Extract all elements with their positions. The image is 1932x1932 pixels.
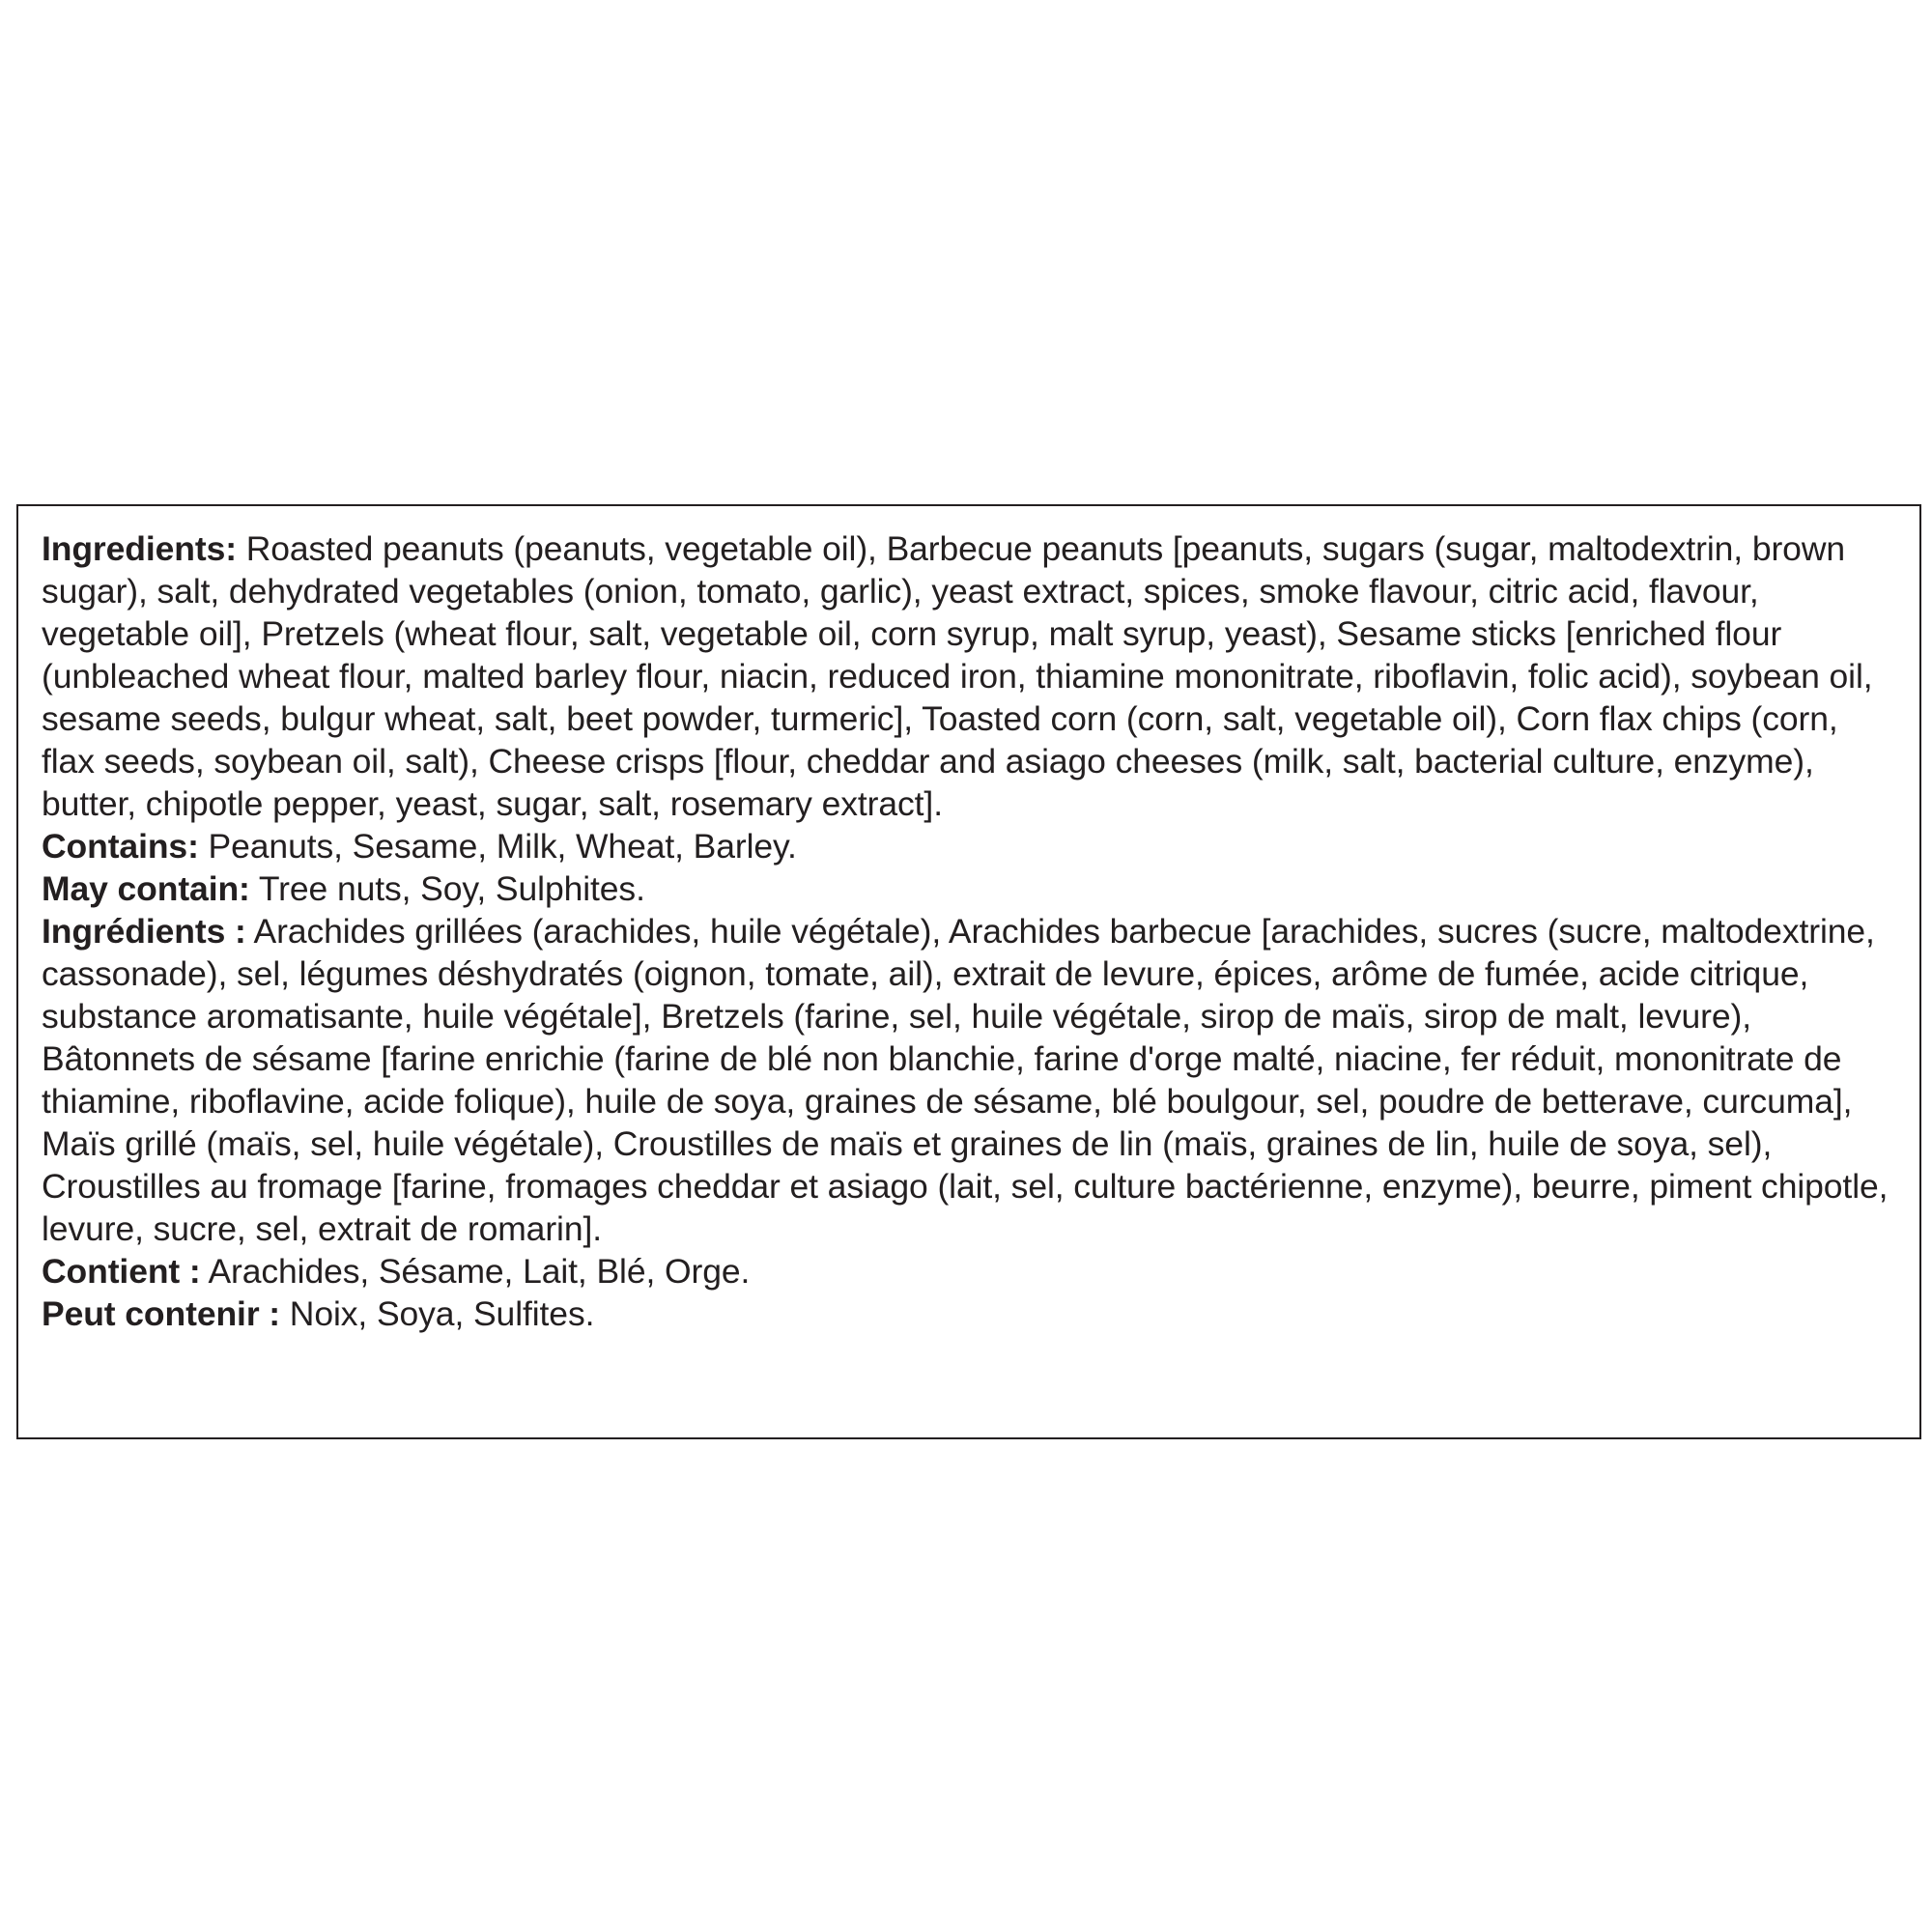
contains-en-paragraph [42, 825, 1898, 867]
contains-en-label: Contains: [42, 827, 199, 866]
ingredients-label-text [42, 527, 1898, 1335]
may-contain-fr-label: Peut contenir : [42, 1294, 281, 1333]
ingredients-en-label: Ingredients: [42, 529, 237, 568]
ingredients-fr-paragraph [42, 910, 1898, 1250]
may-contain-en-label: May contain: [42, 869, 250, 908]
may-contain-en-paragraph [42, 867, 1898, 910]
contains-en-text: Peanuts, Sesame, Milk, Wheat, Barley. [198, 827, 797, 866]
ingredients-en-text: Roasted peanuts (peanuts, vegetable oil), Barbecue peanuts [peanuts, sugars (sugar, maltodextrin, brown sugar), salt, dehydrated vegetables (onion, tomato, garlic), yeast extract, spices, smoke flavour, citric acid, flavour, vegetable oil], Pretzels (wheat flour, salt, vegetable oil, corn syrup, malt syrup, yeast), Sesame sticks [enriched flour (unbleached wheat flour, malted barley flour, niacin, reduced iron, thiamine mononitrate, riboflavin, folic acid), soybean oil, sesame seeds, bulgur wheat, salt, beet powder, turmeric], Toasted corn (corn, salt, vegetable oil), Corn flax chips (corn, flax seeds, soybean oil, salt), Cheese crisps [flour, cheddar and asiago cheeses (milk, salt, bacterial culture, enzyme), butter, chipotle pepper, yeast, sugar, salt, rosemary extract]. [42, 529, 1873, 823]
contains-fr-paragraph [42, 1250, 1898, 1293]
contains-fr-label: Contient : [42, 1252, 201, 1291]
may-contain-fr-paragraph [42, 1293, 1898, 1335]
ingredients-en-paragraph [42, 527, 1898, 825]
contains-fr-text: Arachides, Sésame, Lait, Blé, Orge. [200, 1252, 751, 1291]
ingredients-fr-text: Arachides grillées (arachides, huile végétale), Arachides barbecue [arachides, sucres (sucre, maltodextrine, cassonade), sel, légumes déshydratés (oignon, tomate, ail), extrait de levure, épices, arôme de fumée, acide citrique, substance aromatisante, huile végétale], Bretzels (farine, sel, huile végétale, sirop de maïs, sirop de malt, levure), Bâtonnets de sésame [farine enrichie (farine de blé non blanchie, farine d'orge malté, niacine, fer réduit, mononitrate de thiamine, riboflavine, acide folique), huile de soya, graines de sésame, blé boulgour, sel, poudre de betterave, curcuma], Maïs grillé (maïs, sel, huile végétale), Croustilles de maïs et graines de lin (maïs, graines de lin, huile de soya, sel), Croustilles au fromage [farine, fromages cheddar et asiago (lait, sel, culture bactérienne, enzyme), beurre, piment chipotle, levure, sucre, sel, extrait de romarin]. [42, 912, 1889, 1248]
ingredients-fr-label: Ingrédients : [42, 912, 246, 951]
may-contain-en-text: Tree nuts, Soy, Sulphites. [249, 869, 645, 908]
ingredients-label-box [16, 504, 1921, 1439]
may-contain-fr-text: Noix, Soya, Sulfites. [280, 1294, 595, 1333]
